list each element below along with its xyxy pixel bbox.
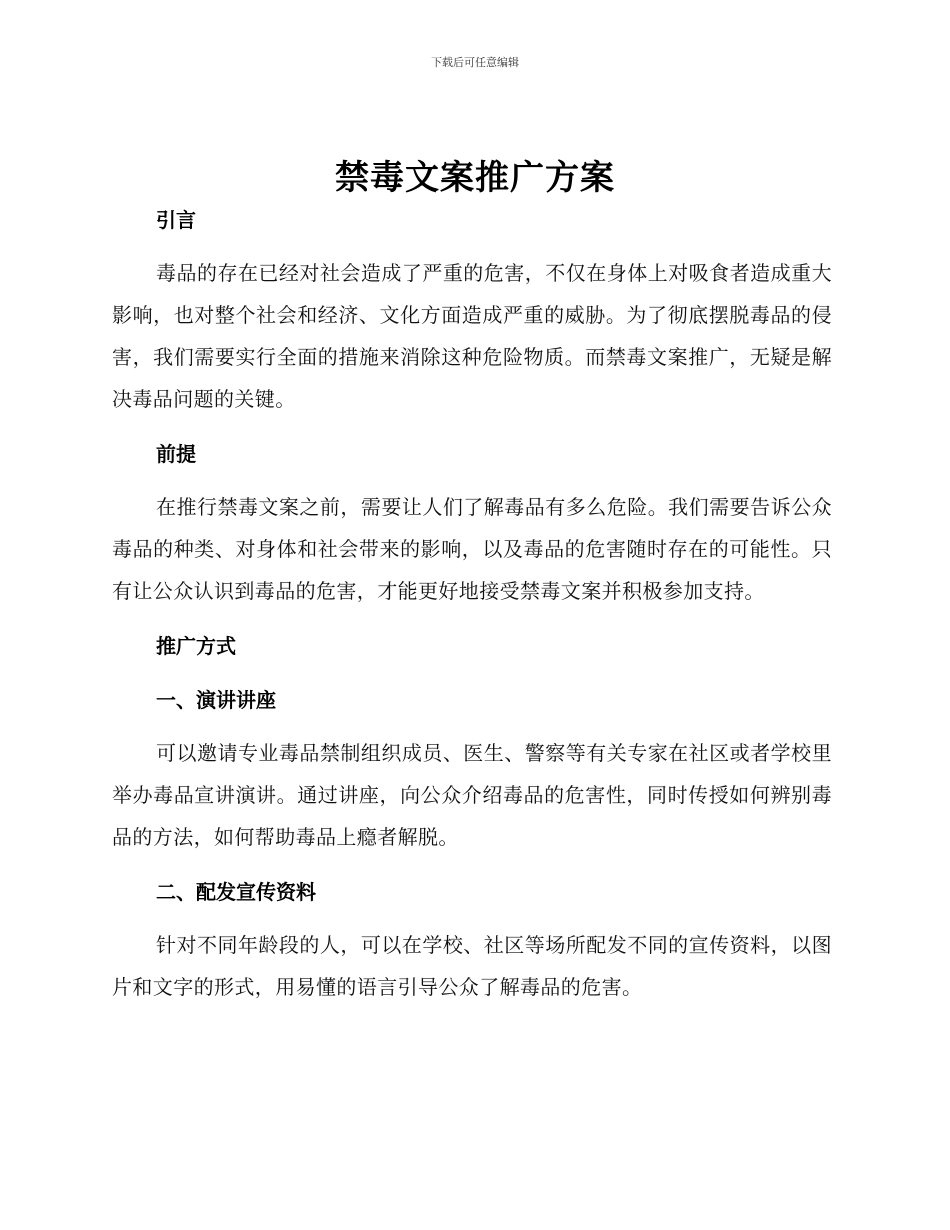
section-heading-methods: 推广方式 (156, 634, 236, 658)
document-body (112, 200, 832, 1008)
paragraph-premise: 在推行禁毒文案之前，需要让人们了解毒品有多么危险。我们需要告诉公众毒品的种类、对身体和社会带来的影响，以及毒品的危害随时存在的可能性。只有让公众认识到毒品的危害，才能更好地接受禁毒文案并积极参加支持。 (112, 495, 832, 603)
subsection-heading-materials: 二、配发宣传资料 (156, 880, 316, 904)
document-title: 禁毒文案推广方案 (335, 158, 615, 198)
paragraph-intro: 毒品的存在已经对社会造成了严重的危害，不仅在身体上对吸食者造成重大影响，也对整个社会和经济、文化方面造成严重的威胁。为了彻底摆脱毒品的侵害，我们需要实行全面的措施来消除这种危险物质。而禁毒文案推广，无疑是解决毒品问题的关键。 (112, 261, 832, 411)
subsection-heading-lectures: 一、演讲讲座 (156, 688, 276, 712)
paragraph-materials: 针对不同年龄段的人，可以在学校、社区等场所配发不同的宣传资料，以图片和文字的形式，用易懂的语言引导公众了解毒品的危害。 (112, 933, 832, 999)
section-heading-intro: 引言 (156, 208, 196, 232)
page-header: 下载后可任意编辑 (431, 56, 519, 69)
paragraph-lectures: 可以邀请专业毒品禁制组织成员、医生、警察等有关专家在社区或者学校里举办毒品宣讲演讲。通过讲座，向公众介绍毒品的危害性，同时传授如何辨别毒品的方法，如何帮助毒品上瘾者解脱。 (112, 741, 832, 849)
section-heading-premise: 前提 (156, 442, 196, 466)
